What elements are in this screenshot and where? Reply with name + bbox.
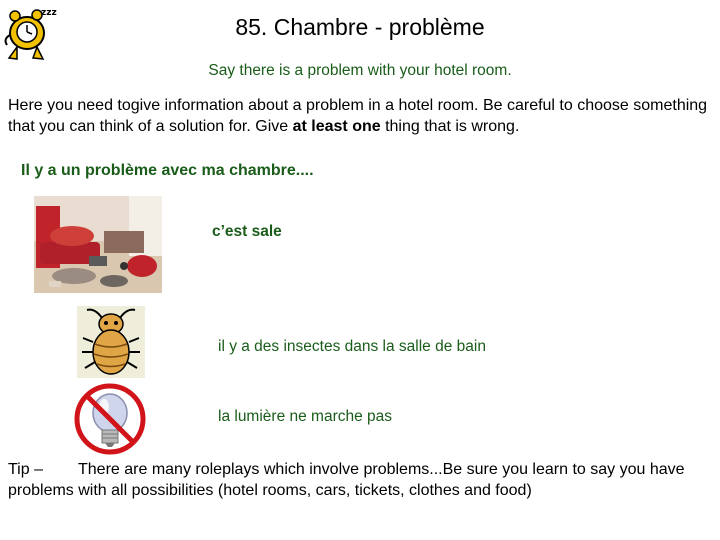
insect-icon xyxy=(77,306,145,378)
broken-light-bulb-icon xyxy=(72,381,148,457)
slide-subtitle: Say there is a problem with your hotel room. xyxy=(208,62,512,79)
instructions-text-2: thing that is wrong. xyxy=(380,118,520,135)
instructions-bold: at least one xyxy=(292,118,381,135)
problem-light: la lumière ne marche pas xyxy=(218,408,393,425)
problem-dirty: c’est sale xyxy=(212,223,282,240)
mascot-zzz: zzz xyxy=(41,8,57,18)
instructions-paragraph xyxy=(8,95,718,137)
instructions-text-1: Here you need togive information about a problem in a hotel room. Be careful to choose something that you can think of a solution for. Give xyxy=(8,97,708,135)
slide-title: 85. Chambre - problème xyxy=(235,14,485,40)
tip-label: Tip – xyxy=(8,461,43,478)
tip-text: There are many roleplays which involve problems...Be sure you learn to say you have problems with all possibilities (hotel rooms, cars, tickets, clothes and food) xyxy=(8,461,685,499)
lead-sentence: Il y a un problème avec ma chambre.... xyxy=(21,162,314,179)
tip-paragraph xyxy=(8,459,718,501)
messy-room-image xyxy=(34,196,162,293)
problem-insects: il y a des insectes dans la salle de bain xyxy=(218,338,486,355)
